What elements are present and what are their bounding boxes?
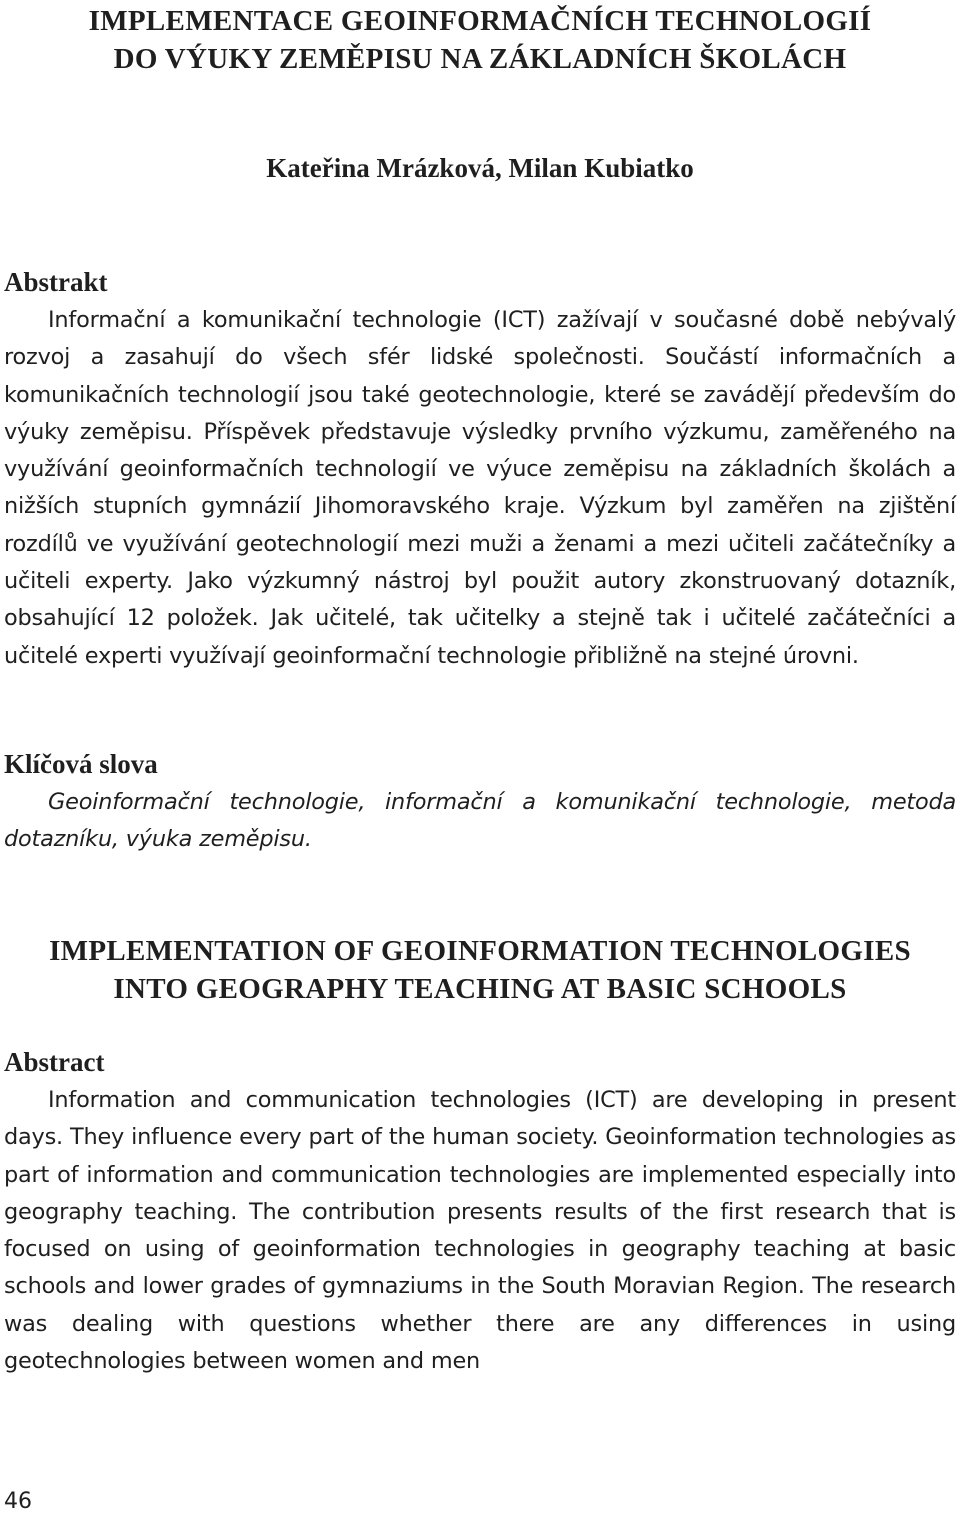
czech-abstract-heading: Abstrakt <box>4 267 108 297</box>
english-title-line-2: INTO GEOGRAPHY TEACHING AT BASIC SCHOOLS <box>113 973 847 1005</box>
keywords-text: Geoinformační technologie, informační a komunikační technologie, metoda dotazníku, výuka zeměpisu. <box>4 789 956 853</box>
keywords-heading: Klíčová slova <box>4 749 158 779</box>
english-abstract-text: Information and communication technologies (ICT) are developing in present days. They influence every part of the human society. Geoinformation technologies as part of information and communication technologies are implemented especially into geography teaching. The contribution presents results of the first research that is focused on using of geoinformation technologies in geography teaching at basic schools and lower grades of gymnaziums in the South Moravian Region. The research was dealing with questions whether there are any differences in using geotechnologies between women and men <box>4 1087 956 1375</box>
english-abstract-heading: Abstract <box>4 1047 105 1077</box>
czech-abstract-text: Informační a komunikační technologie (ICT) zažívají v současné době nebývalý rozvoj a zasahují do všech sfér lidské společnosti. Součástí informačních a komunikačních technologií jsou také geotechnologie, které se zavádějí především do výuky zeměpisu. Příspěvek představuje výsledky prvního výzkumu, zaměřeného na využívání geoinformačních technologií ve výuce zeměpisu na základních školách a nižších stupních gymnázií Jihomoravského kraje. Výzkum byl zaměřen na zjištění rozdílů ve využívání geotechnologií mezi muži a ženami a mezi učiteli začátečníky a učiteli experty. Jako výzkumný nástroj byl použit autory zkonstruovaný dotazník, obsahující 12 položek. Jak učitelé, tak učitelky a stejně tak i učitelé začátečníci a učitelé experti využívají geoinformační technologie přibližně na stejné úrovni. <box>4 307 956 669</box>
english-title-line-1: IMPLEMENTATION OF GEOINFORMATION TECHNOLOGIES <box>49 935 911 967</box>
czech-title-line-1: IMPLEMENTACE GEOINFORMAČNÍCH TECHNOLOGIÍ <box>88 5 872 37</box>
czech-title <box>0 2 960 78</box>
page-number: 46 <box>4 1489 32 1514</box>
czech-title-line-2: DO VÝUKY ZEMĚPISU NA ZÁKLADNÍCH ŠKOLÁCH <box>113 43 847 75</box>
authors: Kateřina Mrázková, Milan Kubiatko <box>266 153 694 183</box>
english-title <box>0 932 960 1008</box>
